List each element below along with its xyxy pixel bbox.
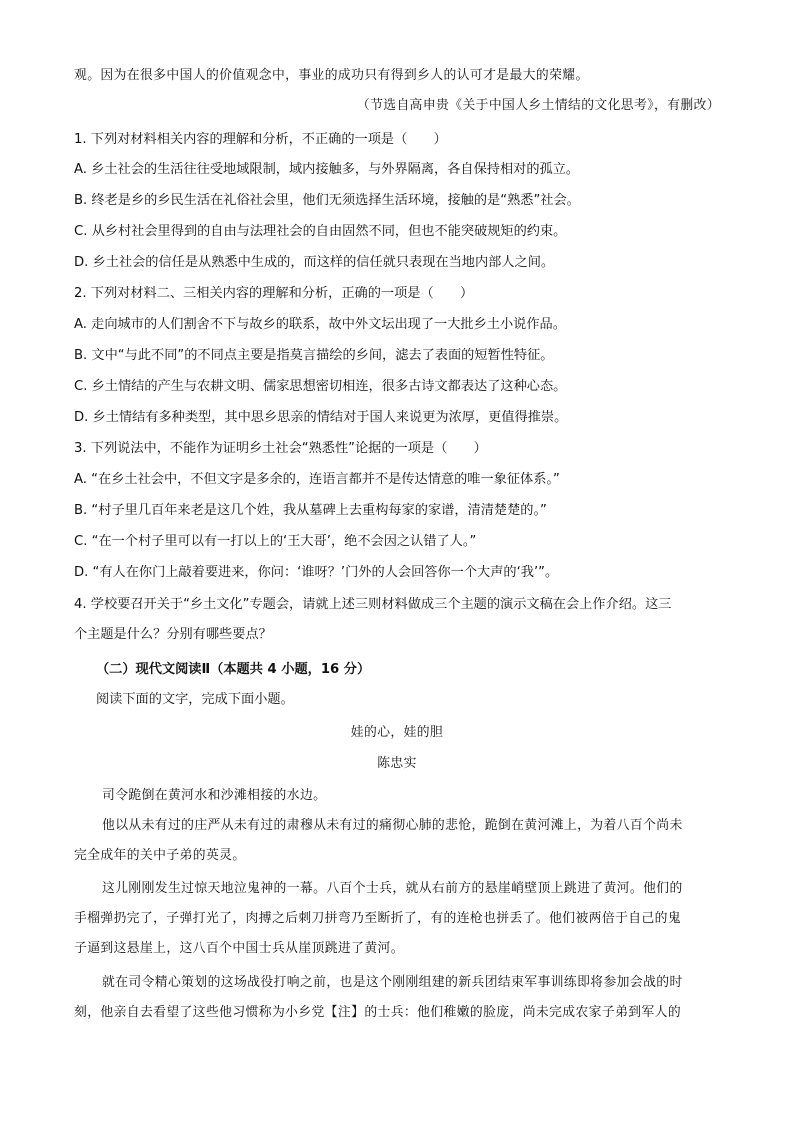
question-1-option-d: D. 乡土社会的信任是从熟悉中生成的，而这样的信任就只表现在当地内部人之间。: [74, 255, 555, 270]
question-1-option-b: B. 终老是乡的乡民生活在礼俗社会里，他们无须选择生活环境，接触的是“熟悉”社会。: [74, 193, 580, 208]
question-2-option-a: A. 走向城市的人们割舍不下与故乡的联系，故中外文坛出现了一大批乡土小说作品。: [74, 317, 566, 332]
question-2-option-d: D. 乡土情结有多种类型，其中思乡思亲的情结对于国人来说更为浓厚，更值得推崇。: [74, 410, 568, 425]
story-paragraph-line: 他以从未有过的庄严从未有过的肃穆从未有过的痛彻心肺的悲怆，跪倒在黄河滩上，为着八百个尚未: [102, 818, 683, 833]
section-2-heading: （二）现代文阅读Ⅱ（本题共 4 小题，16 分）: [96, 662, 371, 677]
story-paragraph-line: 手榴弹扔完了，子弹打光了，肉搏之后刺刀拼弯乃至断折了，有的连枪也拼丢了。他们被两倍于自己的鬼: [74, 911, 682, 926]
question-3-option-a: A. “在乡土社会中，不但文字是多余的，连语言都并不是传达情意的唯一象征体系。”: [74, 472, 560, 487]
question-3-option-c: C. “在一个村子里可以有一打以上的‘王大哥’，绝不会因之认错了人。”: [74, 534, 477, 549]
question-2-option-c: C. 乡土情结的产生与农耕文明、儒家思想密切相连，很多古诗文都表达了这种心态。: [74, 379, 567, 394]
question-3-stem: 3. 下列说法中，不能作为证明乡土社会“熟悉性”论据的一项是（ ）: [74, 441, 487, 456]
story-paragraph-line: 刻，他亲自去看望了这些他习惯称为小乡党【注】的士兵：他们稚嫩的脸庞，尚未完成农家子弟到军人的: [74, 1005, 682, 1020]
story-paragraph-line: 这儿刚刚发生过惊天地泣鬼神的一幕。八百个士兵，就从右前方的悬崖峭壁顶上跳进了黄河。他们的: [102, 881, 683, 896]
story-paragraph-line: 司令跪倒在黄河水和沙滩相接的水边。: [102, 788, 327, 803]
question-4-line-1: 4. 学校要召开关于“乡土文化”专题会，请就上述三则材料做成三个主题的演示文稿在会上作介绍。这三: [74, 597, 672, 612]
question-3-option-b: B. “村子里几百年来老是这几个姓，我从墓碑上去重构每家的家谱，清清楚楚的。”: [74, 503, 547, 518]
question-1-option-c: C. 从乡村社会里得到的自由与法理社会的自由固然不同，但也不能突破规矩的约束。: [74, 224, 567, 239]
question-1-stem: 1. 下列对材料相关内容的理解和分析，不正确的一项是（ ）: [74, 132, 447, 147]
story-paragraph-line: 完全成年的关中子弟的英灵。: [74, 848, 246, 863]
passage-source: （节选自高申贵《关于中国人乡土情结的文化思考》，有删改）: [356, 98, 720, 113]
passage-text-line: 观。因为在很多中国人的价值观念中，事业的成功只有得到乡人的认可才是最大的荣耀。: [74, 68, 589, 83]
section-2-instruction: 阅读下面的文字，完成下面小题。: [96, 692, 294, 707]
question-4-line-2: 个主题是什么？分别有哪些要点？: [74, 627, 272, 642]
question-2-option-b: B. 文中“与此不同”的不同点主要是指莫言描绘的乡间，滤去了表面的短暂性特征。: [74, 348, 554, 363]
story-paragraph-line: 就在司令精心策划的这场战役打响之前，也是这个刚刚组建的新兵团结束军事训练即将参加会战的时: [102, 975, 683, 990]
story-paragraph-line: 子逼到这悬崖上，这八百个中国士兵从崖顶跳进了黄河。: [74, 941, 404, 956]
story-title: 娃的心，娃的胆: [350, 725, 444, 740]
question-1-option-a: A. 乡土社会的生活往往受地域限制，域内接触多，与外界隔离，各自保持相对的孤立。: [74, 162, 580, 177]
question-3-option-d: D. “有人在你门上敲着要进来，你问：‘谁呀？’门外的人会回答你一个大声的‘我’”。: [74, 565, 559, 580]
question-2-stem: 2. 下列对材料二、三相关内容的理解和分析，正确的一项是（ ）: [74, 286, 474, 301]
story-author: 陈忠实: [377, 756, 417, 771]
